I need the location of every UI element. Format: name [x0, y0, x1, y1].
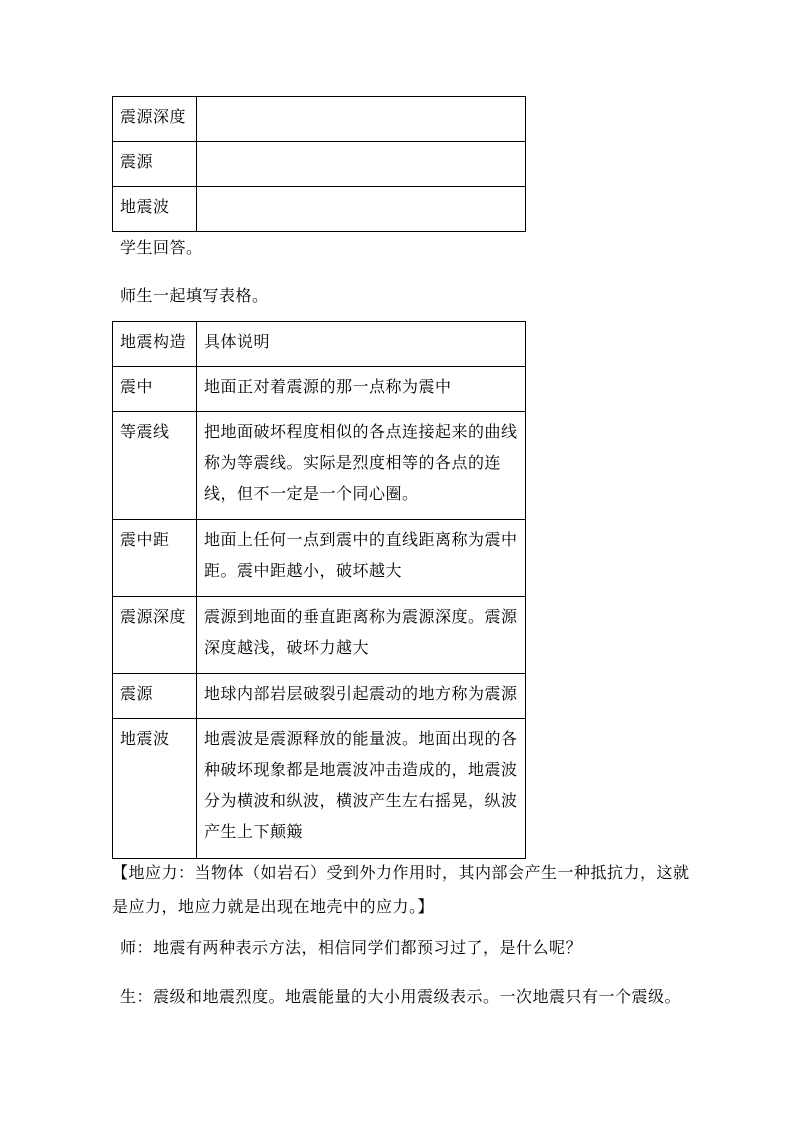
blank-earthquake-table [112, 96, 526, 232]
term-cell: 震源 [113, 674, 197, 719]
blank-cell [197, 142, 526, 187]
term-cell: 等震线 [113, 412, 197, 520]
term-cell: 震源深度 [113, 97, 197, 142]
header-desc-cell: 具体说明 [197, 322, 526, 367]
desc-cell: 地震波是震源释放的能量波。地面出现的各种破坏现象都是地震波冲击造成的，地震波分为横波和纵波，横波产生左右摇晃，纵波产生上下颠簸 [197, 719, 526, 859]
term-cell: 震中距 [113, 520, 197, 597]
paragraph-fill-table: 师生一起填写表格。 [120, 286, 269, 305]
table-row [113, 412, 526, 520]
paragraph-student-response: 生：震级和地震烈度。地震能量的大小用震级表示。一次地震只有一个震级。 [120, 987, 682, 1006]
term-cell: 地震波 [113, 187, 197, 232]
term-cell: 震源 [113, 142, 197, 187]
blank-cell [197, 97, 526, 142]
table-row [113, 187, 526, 232]
table-row [113, 597, 526, 674]
table-row [113, 97, 526, 142]
desc-cell: 地面上任何一点到震中的直线距离称为震中距。震中距越小，破坏越大 [197, 520, 526, 597]
term-cell: 震源深度 [113, 597, 197, 674]
table-row [113, 367, 526, 412]
term-cell: 震中 [113, 367, 197, 412]
paragraph-stress-note: 【地应力：当物体（如岩石）受到外力作用时，其内部会产生一种抵抗力，这就是应力，地应力就是出现在地壳中的应力。】 [112, 863, 690, 916]
header-term-cell: 地震构造 [113, 322, 197, 367]
desc-cell: 地面正对着震源的那一点称为震中 [197, 367, 526, 412]
table-row [113, 142, 526, 187]
desc-cell: 震源到地面的垂直距离称为震源深度。震源深度越浅，破坏力越大 [197, 597, 526, 674]
table-row [113, 719, 526, 859]
table-row [113, 520, 526, 597]
paragraph-student-answer: 学生回答。 [120, 238, 203, 257]
earthquake-structure-table [112, 321, 526, 859]
blank-cell [197, 187, 526, 232]
desc-cell: 地球内部岩层破裂引起震动的地方称为震源 [197, 674, 526, 719]
table-row [113, 674, 526, 719]
table-header-row [113, 322, 526, 367]
term-cell: 地震波 [113, 719, 197, 859]
desc-cell: 把地面破坏程度相似的各点连接起来的曲线称为等震线。实际是烈度相等的各点的连线，但不一定是一个同心圈。 [197, 412, 526, 520]
paragraph-teacher-question: 师：地震有两种表示方法，相信同学们都预习过了，是什么呢？ [120, 938, 583, 957]
